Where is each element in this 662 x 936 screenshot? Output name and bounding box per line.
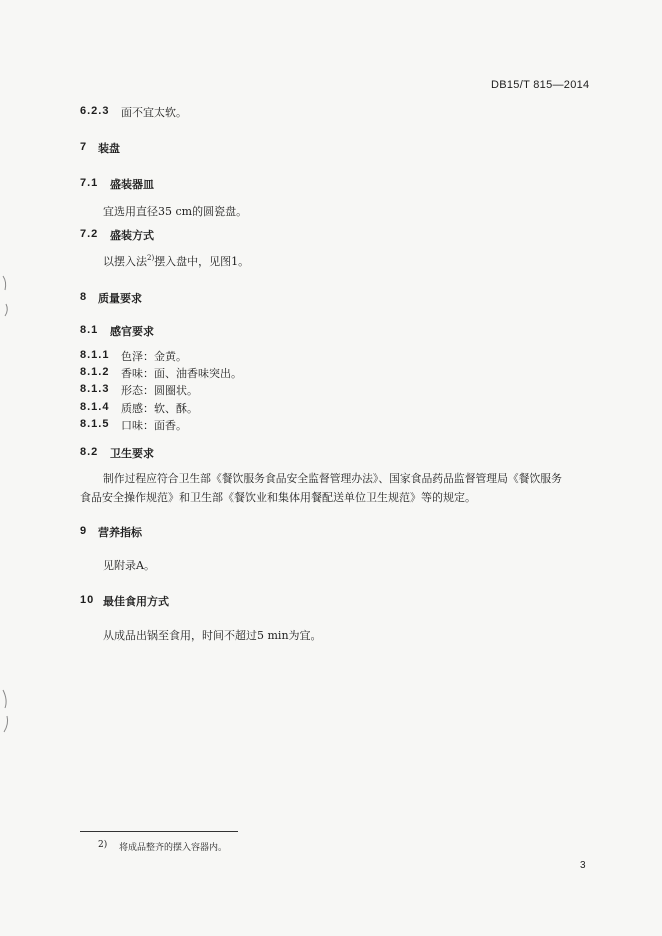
paragraph-text: 以摆入法 [103, 255, 147, 268]
clause-text: 香味：面、油香味突出。 [121, 367, 242, 380]
footnote-marker: 2) [98, 840, 108, 850]
clause-text: 口味：面香。 [121, 419, 187, 432]
subsection-title: 盛装方式 [110, 229, 154, 242]
page-number: 3 [580, 860, 586, 871]
paragraph: 从成品出锅至食用，时间不超过5 min为宜。 [103, 629, 322, 642]
subsection-title: 盛装器皿 [110, 178, 154, 191]
footnote-text: 将成品整齐的摆入容器内。 [119, 843, 228, 853]
clause-text: 质感：软、酥。 [121, 402, 198, 415]
clause-number: 6.2.3 [80, 105, 110, 117]
footnote-reference: 2) [147, 254, 155, 262]
paragraph: 见附录A。 [103, 559, 155, 572]
scan-mark-icon [0, 686, 14, 736]
clause-text: 形态：圆圈状。 [121, 384, 198, 397]
paragraph: 宜选用直径35 cm的圆瓷盘。 [103, 205, 248, 218]
clause-number: 8.1.5 [80, 418, 110, 430]
section-number: 7 [80, 141, 88, 153]
scan-mark-icon [0, 270, 14, 320]
paragraph-line: 制作过程应符合卫生部《餐饮服务食品安全监督管理办法》、国家食品药品监督管理局《餐饮服务 [103, 472, 562, 485]
subsection-number: 7.1 [80, 177, 99, 189]
subsection-number: 7.2 [80, 228, 99, 240]
clause-number: 8.1.2 [80, 366, 110, 378]
paragraph-text: 摆入盘中，见图1。 [154, 255, 250, 268]
paragraph-line: 食品安全操作规范》和卫生部《餐饮业和集体用餐配送单位卫生规范》等的规定。 [80, 491, 476, 504]
section-title: 装盘 [98, 142, 120, 155]
clause-text: 面不宜太软。 [121, 106, 187, 119]
clause-number: 8.1.3 [80, 383, 110, 395]
clause-number: 8.1.4 [80, 401, 110, 413]
section-number: 10 [80, 594, 95, 606]
paragraph [103, 253, 249, 269]
section-number: 9 [80, 525, 88, 537]
subsection-title: 卫生要求 [110, 447, 154, 460]
section-number: 8 [80, 291, 88, 303]
section-title: 营养指标 [98, 526, 142, 539]
subsection-number: 8.2 [80, 446, 99, 458]
clause-text: 色泽：金黄。 [121, 350, 187, 363]
section-title: 最佳食用方式 [103, 595, 169, 608]
footnote-rule [80, 831, 238, 832]
subsection-number: 8.1 [80, 324, 99, 336]
standard-code: DB15/T 815—2014 [491, 79, 590, 91]
subsection-title: 感官要求 [110, 325, 154, 338]
clause-number: 8.1.1 [80, 349, 110, 361]
section-title: 质量要求 [98, 292, 142, 305]
